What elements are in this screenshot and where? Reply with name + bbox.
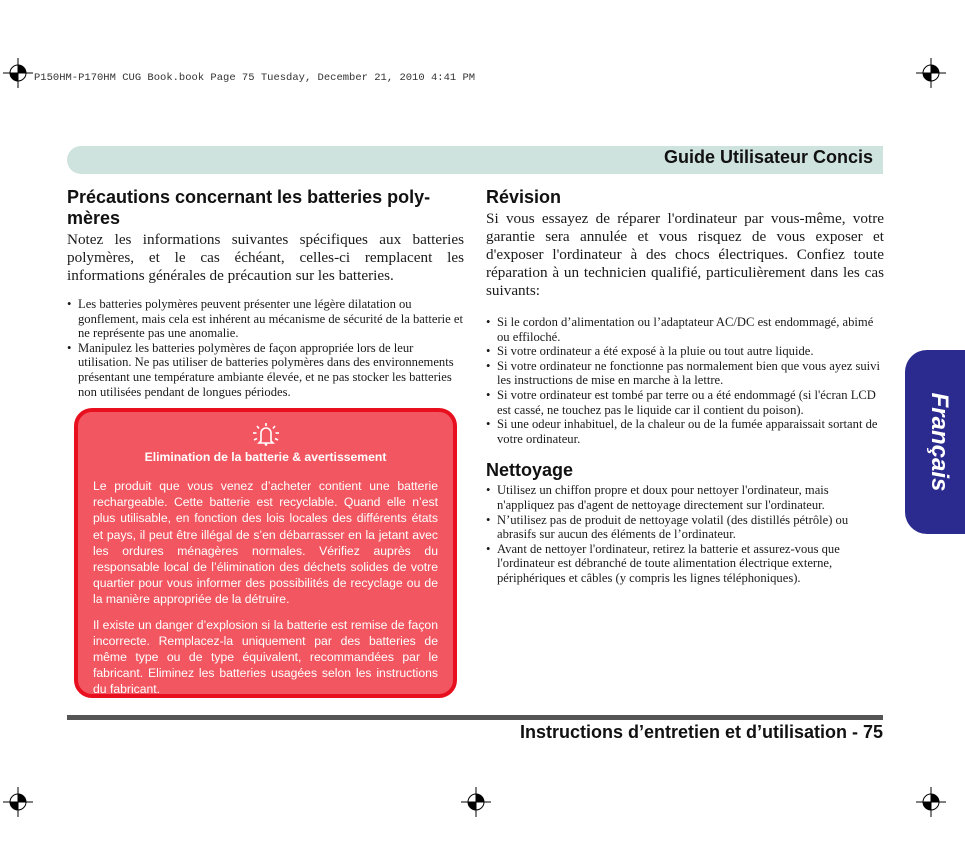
header-bar [67, 146, 883, 174]
registration-mark-icon [3, 58, 33, 88]
list-item: • Si votre ordinateur est tombé par terre ou a été endommagé (si l'écran LCD est cassé, ne touchez pas le liquide car il contient du poison). [486, 388, 884, 417]
polymer-battery-list [67, 297, 464, 399]
registration-mark-icon [461, 787, 491, 817]
battery-warning-box [74, 408, 457, 698]
print-header: P150HM-P170HM CUG Book.book Page 75 Tuesday, December 21, 2010 4:41 PM [34, 72, 476, 84]
language-tab-label: Français [926, 392, 953, 492]
registration-mark-icon [916, 58, 946, 88]
warning-paragraph: Le produit que vous venez d’acheter contient une batterie rechargeable. Cette batterie est recyclable. Quand elle n’est plus utilisable, en fonction des lois locales des différents états et pays, il peut être illégal de s’en débarrasser en la jetant avec les ordures ménagères normales. Vérifiez auprès du responsable local de l’élimination des déchets solides de votre quartier pour vous informer des possibilités de recyclage ou de la manière appropriée de la détruire. [93, 479, 438, 607]
warning-title: Elimination de la batterie & avertissement [144, 450, 387, 464]
nettoyage-heading: Nettoyage [486, 460, 574, 481]
footer-rule [67, 715, 883, 720]
left-column [67, 187, 464, 399]
polymer-battery-heading [67, 187, 464, 229]
list-item: • Si le cordon d’alimentation ou l’adaptateur AC/DC est endommagé, abimé ou effiloché. [486, 315, 884, 344]
heading-line: Précautions concernant les batteries poly- [67, 187, 431, 207]
header-title: Guide Utilisateur Concis [663, 147, 873, 167]
registration-mark-icon [916, 787, 946, 817]
nettoyage-list [486, 483, 884, 585]
footer-title: Instructions d’entretien et d’utilisation - 75 [519, 722, 883, 742]
revision-list [486, 315, 884, 446]
revision-intro: Si vous essayez de réparer l'ordinateur par vous-même, votre garantie sera annulée et vous risquez de vous exposer et d'exposer l'ordinateur à des chocs électriques. Confiez toute réparation à un technicien qualifié, particulièrement dans les cas suivants: [486, 210, 884, 299]
list-item: • Si votre ordinateur a été exposé à la pluie ou tout autre liquide. [486, 344, 884, 359]
heading-line: mères [67, 208, 121, 228]
list-item: • Si une odeur inhabituel, de la chaleur ou de la fumée apparaissait sortant de votre ordinateur. [486, 417, 884, 446]
polymer-battery-intro: Notez les informations suivantes spécifiques aux batteries polymères, et le cas échéant, celles-ci remplacent les informations générales de précaution sur les batteries. [67, 231, 464, 284]
revision-heading: Révision [486, 187, 562, 207]
list-item: • Si votre ordinateur ne fonctionne pas normalement bien que vous ayez suivi les instructions de mise en marche à la lettre. [486, 359, 884, 388]
registration-mark-icon [3, 787, 33, 817]
list-item: • Avant de nettoyer l'ordinateur, retirez la batterie et assurez-vous que l'ordinateur est débranché de toute alimentation électrique externe, périphériques et câbles (y compris les lignes téléphoniques). [486, 542, 884, 586]
caution-bell-icon [251, 422, 281, 446]
list-item: • Les batteries polymères peuvent présenter une légère dilatation ou gonflement, mais cela est inhérent au mécanisme de sécurité de la batterie et ne représente pas une anomalie. [67, 297, 464, 341]
list-item: • Manipulez les batteries polymères de façon appropriée lors de leur utilisation. Ne pas utiliser de batteries polymères dans des environnements présentant une température ambiante élevée, et ne pas stocker les batteries non utilisées pendant de longues périodes. [67, 341, 464, 399]
warning-paragraph: Il existe un danger d’explosion si la batterie est remise de façon incorrecte. Remplacez-la uniquement par des batteries de même type ou de type équivalent, recommandées par le fabricant. Eliminez les batteries usagées selon les instructions du fabricant. [93, 617, 438, 697]
right-column [486, 187, 884, 586]
list-item: • Utilisez un chiffon propre et doux pour nettoyer l'ordinateur, mais n'appliquez pas d'agent de nettoyage directement sur l'ordinateur. [486, 483, 884, 512]
list-item: • N’utilisez pas de produit de nettoyage volatil (des distillés pétrôle) ou abrasifs sur aucun des éléments de l’ordinateur. [486, 513, 884, 542]
